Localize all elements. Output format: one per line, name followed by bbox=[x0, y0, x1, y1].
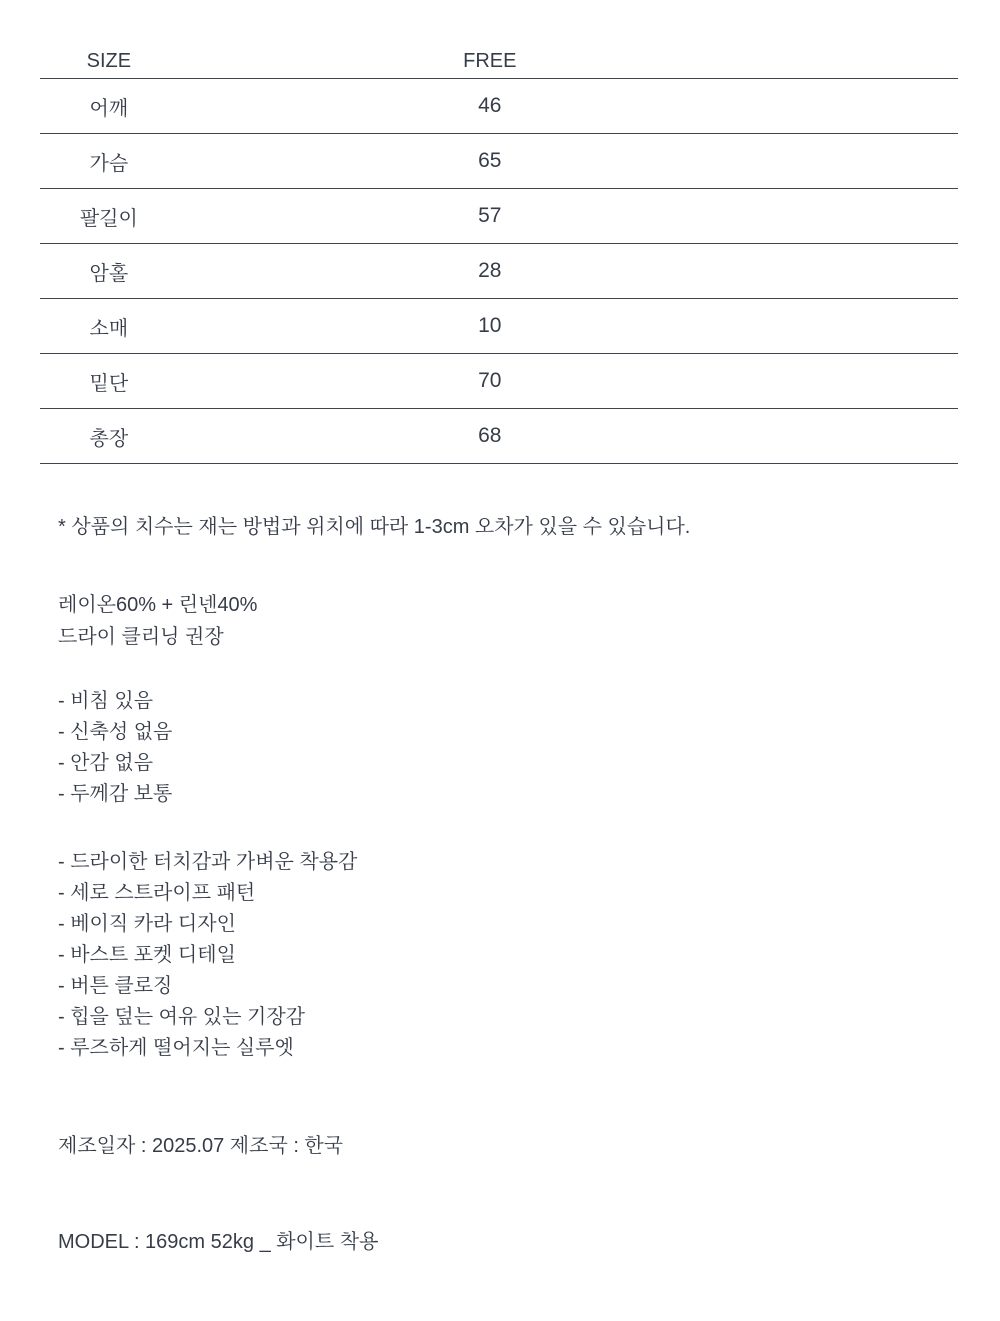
measurement-tolerance-note: * 상품의 치수는 재는 방법과 위치에 따라 1-3cm 오차가 있을 수 있습니다. bbox=[58, 516, 691, 538]
fabric-composition: 레이온60% + 린넨40% bbox=[58, 594, 258, 616]
free-column-header: FREE bbox=[178, 44, 802, 79]
table-row bbox=[40, 409, 958, 464]
table-row bbox=[40, 299, 958, 354]
feature-item: - 세로 스트라이프 패턴 bbox=[58, 882, 256, 904]
measurement-label: 밑단 bbox=[40, 354, 178, 409]
feature-list-basic bbox=[58, 686, 940, 810]
size-column-header: SIZE bbox=[40, 44, 178, 79]
measurement-label: 총장 bbox=[40, 409, 178, 464]
feature-item: - 베이직 카라 디자인 bbox=[58, 913, 236, 935]
manufacture-info: 제조일자 : 2025.07 제조국 : 한국 bbox=[58, 1135, 344, 1157]
measurement-value: 57 bbox=[178, 189, 802, 244]
table-row bbox=[40, 244, 958, 299]
measurement-value: 65 bbox=[178, 134, 802, 189]
table-row bbox=[40, 189, 958, 244]
spacer-cell bbox=[802, 189, 958, 244]
feature-item: - 두께감 보통 bbox=[58, 783, 173, 805]
table-row bbox=[40, 134, 958, 189]
spacer-cell bbox=[802, 44, 958, 79]
model-info: MODEL : 169cm 52kg _ 화이트 착용 bbox=[58, 1231, 379, 1253]
table-row bbox=[40, 79, 958, 134]
feature-item: - 신축성 없음 bbox=[58, 721, 173, 743]
feature-list-detail bbox=[58, 847, 940, 1064]
feature-item: - 바스트 포켓 디테일 bbox=[58, 944, 236, 966]
size-table bbox=[40, 44, 958, 464]
care-instruction: 드라이 클리닝 권장 bbox=[58, 626, 224, 648]
spacer-cell bbox=[802, 299, 958, 354]
feature-item: - 안감 없음 bbox=[58, 752, 154, 774]
size-table-header-row bbox=[40, 44, 958, 79]
feature-item: - 버튼 클로징 bbox=[58, 975, 173, 997]
feature-item: - 비침 있음 bbox=[58, 690, 154, 712]
measurement-value: 70 bbox=[178, 354, 802, 409]
spacer-cell bbox=[802, 79, 958, 134]
product-description bbox=[0, 512, 1000, 1258]
measurement-value: 10 bbox=[178, 299, 802, 354]
measurement-label: 소매 bbox=[40, 299, 178, 354]
measurement-label: 팔길이 bbox=[40, 189, 178, 244]
feature-item: - 힙을 덮는 여유 있는 기장감 bbox=[58, 1006, 305, 1028]
measurement-value: 46 bbox=[178, 79, 802, 134]
spacer-cell bbox=[802, 244, 958, 299]
spacer-cell bbox=[802, 409, 958, 464]
feature-item: - 드라이한 터치감과 가벼운 착용감 bbox=[58, 851, 358, 873]
measurement-label: 암홀 bbox=[40, 244, 178, 299]
measurement-value: 68 bbox=[178, 409, 802, 464]
spacer-cell bbox=[802, 134, 958, 189]
spacer-cell bbox=[802, 354, 958, 409]
table-row bbox=[40, 354, 958, 409]
fabric-info bbox=[58, 589, 940, 653]
measurement-value: 28 bbox=[178, 244, 802, 299]
feature-item: - 루즈하게 떨어지는 실루엣 bbox=[58, 1037, 294, 1059]
measurement-label: 가슴 bbox=[40, 134, 178, 189]
measurement-label: 어깨 bbox=[40, 79, 178, 134]
